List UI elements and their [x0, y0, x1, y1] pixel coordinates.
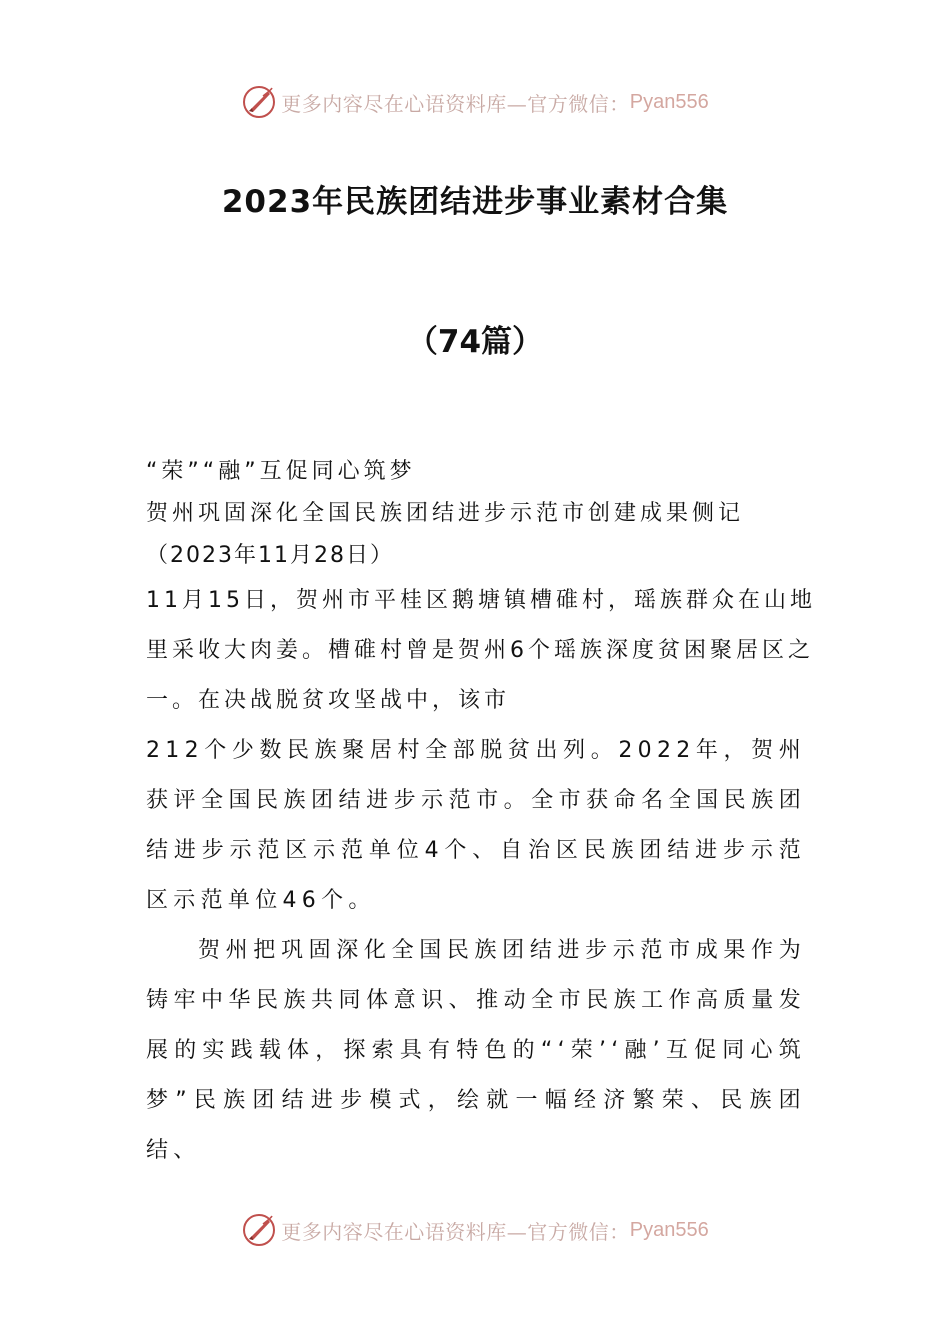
watermark-banner-top	[0, 82, 950, 122]
paragraph1-line: 11月15日，贺州市平桂区鹅塘镇槽碓村，瑶族群众在山地	[146, 588, 816, 613]
quill-pen-logo-icon	[241, 1212, 277, 1248]
paragraph1-line: 一。在决战脱贫攻坚战中，该市	[146, 688, 511, 713]
watermark-text: 更多内容尽在心语资料库—官方微信：	[281, 1219, 630, 1244]
article-body	[146, 452, 816, 1176]
paragraph-3: 贺州把巩固深化全国民族团结进步示范市成果作为铸牢中华民族共同体意识、推动全市民族工作高质量发展的实践载体，探索具有特色的“‘荣’‘融’互促同心筑梦”民族团结进步模式，绘就一幅经济繁荣、民族团结、	[146, 938, 806, 1163]
document-count: （74篇）	[406, 324, 544, 360]
paragraph1-line: 里采收大肉姜。槽碓村曾是贺州6个瑶族深度贫困聚居区之	[146, 638, 814, 663]
watermark-text: 更多内容尽在心语资料库—官方微信：	[281, 91, 630, 116]
paragraph-2: 212个少数民族聚居村全部脱贫出列。2022年，贺州获评全国民族团结进步示范市。全市获命名全国民族团结进步示范区示范单位4个、自治区民族团结进步示范区示范单位46个。	[146, 738, 806, 913]
watermark-banner-bottom	[0, 1210, 950, 1250]
watermark-wechat-id: Pyan556	[629, 90, 709, 113]
article-heading: “荣”“融”互促同心筑梦	[146, 459, 416, 484]
document-title: 2023年民族团结进步事业素材合集	[221, 184, 729, 220]
quill-pen-logo-icon	[241, 84, 277, 120]
article-date: （2023年11月28日）	[146, 543, 394, 568]
article-subheading: 贺州巩固深化全国民族团结进步示范市创建成果侧记	[146, 501, 745, 526]
watermark-wechat-id: Pyan556	[629, 1218, 709, 1241]
